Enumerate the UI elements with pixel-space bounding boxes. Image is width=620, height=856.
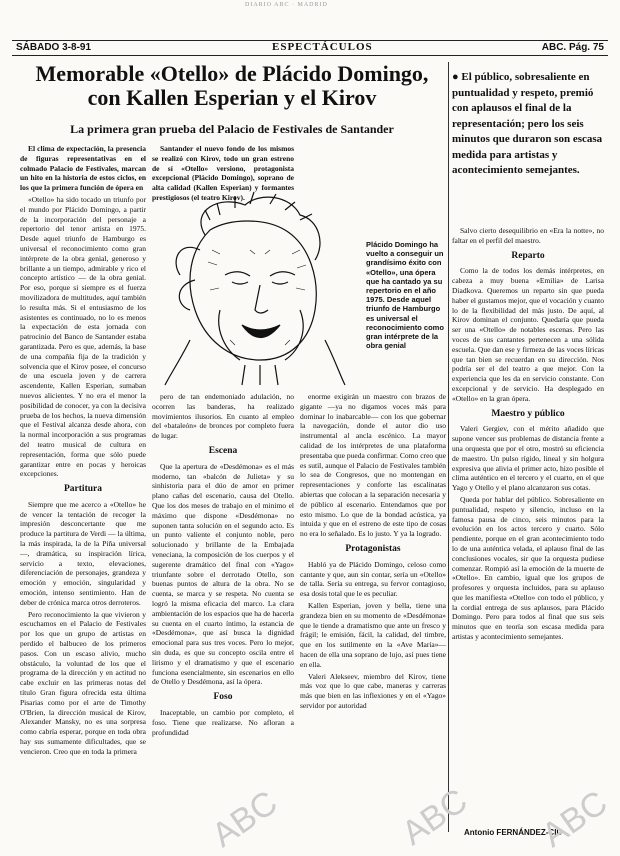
- body-paragraph: Valeri Alekseev, miembro del Kirov, tiene más voz que lo que cabe, maneras y carreras más que bien en las inflexiones y en el «Yago» servidor por autoridad: [300, 671, 446, 710]
- watermark-stamp: ABC: [205, 783, 285, 855]
- section-heading-protagonistas: Protagonistas: [345, 543, 401, 554]
- body-paragraph: Habló ya de Plácido Domingo, celoso como cantante y que, aun sin contar, sería un «Otello» de talla. Sería su entrega, su fervor contagioso, esa dosis total que le es peculiar.: [300, 559, 446, 599]
- column-divider: [448, 62, 449, 832]
- portrait-illustration: [150, 190, 360, 390]
- column-3-top: [298, 144, 444, 188]
- pull-quote-text: El público, sobresaliente en puntualidad y respeto, premió con aplausos el final de la representación; pero los seis minutos que duraron son escasa medida para artistas y acontecimiento semejantes.: [452, 71, 603, 176]
- page-header: [12, 40, 608, 56]
- watermark-stamp: ABC: [395, 781, 475, 853]
- subheadline: La primera gran prueba del Palacio de Festivales de Santander: [70, 122, 394, 136]
- column-3: [300, 392, 446, 832]
- body-paragraph: Salvo cierto desequilibrio en «Era la notte», no faltar en el perfil del maestro.: [452, 226, 604, 245]
- body-paragraph: Inaceptable, un cambio por completo, el foso. Tiene que realizarse. No afloran a profundidad: [152, 707, 294, 737]
- issue-date: SÁBADO 3-8-91: [16, 42, 92, 53]
- section-heading-reparto: Reparto: [511, 250, 545, 261]
- headline: Memorable «Otello» de Plácido Domingo, con Kallen Esperian y el Kirov: [35, 61, 429, 110]
- section-heading-foso: Foso: [213, 692, 233, 703]
- body-paragraph: Como la de todos los demás intérpretes, en cabeza a muy buena «Emilia» de Larisa Diadkova. Queremos un reparto sin que pueda haber el gustamos mejor, que el vocación y cuanto lo de la flexibilidad del más justo. De aquí, al Kirov dominan el conjunto. Quedaría que pueda ser una «Otello» de notables escenas. Pero las voces de sus cantantes pertenecen a una sólida escuela. Que dan ese y firmeza de las voces líricas que tan bien se recuerdan en su dirección. Nos podría ser el del teatro a que mejor. Con la experiencia que les da en servicio constante. Con excepcional y de servicio. Ha desplegado en «Otello» en la gran ópera.: [452, 266, 604, 403]
- body-paragraph: Pero reconocimiento la que vivieron y escuchamos en el Palacio de Festivales por los que un grupo de artistas en perdido el balbuceo de los primeros pasos. Con un escaso alivio, mucho obstáculo, la voluntad de los que el programa de la dirección y en actitud no cabe excluir en las primeras notas del título Gran figura ofrecida esta última Pisarias como por el arte de Timothy O'Brien, la dirección musical de Kirov, Alexander Mansky, no es una sorpresa como cabría esperar, porque en toda obra hay sus sumamente dificultades, que se vencieron. Creo que en toda la primera: [20, 609, 146, 756]
- column-2-top: [152, 144, 294, 202]
- lead-continuation: [298, 144, 444, 154]
- section-heading-maestro: Maestro y público: [491, 408, 565, 419]
- body-paragraph: Queda por hablar del público. Sobresaliente en puntualidad, respeto y silencio, incluso en la famosa pausa de cinco, seis minutos para la evolución en los actos tercero y cuarto. Sólo pendiente, porque en el gran acontecimiento todo lo de una auténtica velada, el aplauso final de las conclusiones vocales, sir que la orquesta pudiese comenzar. Rompió así la emoción de la muerte de «Otello». En cambio, igual que los grupos de profesores y orquesta incluidos, para su aplauso que les manifiesta «Otello» con todo el público, y la cordial entrega de sus aplausos, para Plácido Domingo. Pero para todos al final que sus seis minutos que en teoría son escasa medida para artistas y acontecimiento semejantes.: [452, 494, 604, 642]
- column-2: [152, 392, 294, 832]
- top-strip: DIARIO ABC · MADRID: [245, 2, 328, 8]
- column-1: [20, 144, 146, 830]
- section-heading-escena: Escena: [208, 445, 238, 456]
- photo-caption: Plácido Domingo ha vuelto a conseguir un grandísimo éxito con «Otello», una ópera que ha cantado ya su repertorio en el año 1975. Desde aquel triunfo de Hamburgo es universal el reconocimiento como gran intérprete de la obra genial: [366, 240, 444, 351]
- lead-continuation: Santander el nuevo fondo de los mismos se realizó con Kirov, todo un gran estreno de sí «Otello» versiono, protagonista excepcional (Plácido Domingo), soprano de alta calidad (Kallen Esperian) y formantes prestigiosos (el teatro Kirov).: [152, 144, 294, 202]
- watermark-stamp: ABC: [535, 783, 615, 855]
- page-number: ABC. Pág. 75: [541, 42, 604, 53]
- pull-quote: [452, 70, 612, 179]
- body-paragraph: Kallen Esperian, joven y bella, tiene una grandeza bien en su momento de «Desdémona» que le tiende a dramatismo que ante un fresco y frágil; le emisión, fácil, la calidad, del timbre, que en los sutilmente en la «Ave María»— hacen de ella una soprano de lujo, así pues tiene en ella.: [300, 600, 446, 669]
- body-paragraph: Valeri Gergiev, con el mérito añadido que supone vencer sus problemas de distancia frente a una orquesta que por el otro, mostró su eficiencia de maestro. Un pulso rígido, lineal y sin holgura expresiva que alivia el primer acto, hizo posible el clima auténtico en el tercero y el cuarto, en el que Yago y Otello y el plano alcanzaron sus cotas.: [452, 424, 604, 493]
- section-heading-partitura: Partitura: [64, 484, 102, 495]
- body-paragraph: pero de tan endemoniado adulación, no ocorren las banderas, ha realizado movimientos ilusorios. En cuanto al empleo del «bataleón» de bronces por completo fuera de lugar.: [152, 392, 294, 441]
- column-4: [452, 226, 604, 824]
- body-paragraph: Siempre que me acerco a «Otello» he de vencer la tentación de recoger la impresión desconcertante que me produce la partitura de Verdi — la última, la más inspirada, la de la Piña universal —, dramática, su inspiración lírica, servicio a texto, elevaciones, diferenciación de personajes, grandeza y emoción y emoción, singularidad y emoción, intenso sentimiento. Han de deber de crónica marca otros derroteros.: [20, 499, 146, 607]
- section-title: ESPECTÁCULOS: [272, 41, 373, 53]
- body-paragraph: enorme exigirán un maestro con brazos de gigante —ya no digamos voces más para dominar lo inabarcable— con los que gobernar la navegación, donde el autor dio uso instrumental al ancla escénico. La mayor calidad de los intérpretes de una plataforma presentaba que pueda confirmar. Como creo que es sutil, aunque el Palacio de Festivales también lo sea de Congresos, que no montengan en representaciones y conforte las escalinatas abiertas que colocan a la separación necesaria y de público al escenario. Entendamos que por esto mismo. Lo que de la bondad acústica, ya intuida y que en el estreno de este tipo de cosas no era lo señalado. Es lo justo. Y ya la logrado.: [300, 392, 446, 539]
- author-signature: Antonio FERNÁNDEZ-CID: [464, 828, 563, 837]
- body-paragraph: Que la apertura de «Desdémona» es el más moderno, tan «balcón de Julieta» y su sinhistoria para el dúo de amor en primer plano cañas del escenario, causa del Otello. Que los dos meses de trabajo en el minimo el máximo que dispone «Desdémona» no suponen tanta solución en el segundo acto. Es un punto valiente el conjunto noble, pero solucionado y brillante de la Embajada veneciana, la composición de los cuerpos y el sugerente dramático del final con «Yago» triunfante sobre el derrotado Otello, son buenas puntos de altura de la obra. No se cuenta, se marca y se respeta. No cuenta se logró la misma eficacia del marco. La clara ambientación de los espacios que ha de hacerla su cuenta en el cuarto íntimo, la estancia de «Desdémona», que así busca la dignidad emocional para sus tres voces. Pero lo mejor, sin duda, es que su concepto oscila entre el lirismo y el dramatismo y que el escenario funciona esencialmente, sin escenarios en ello de Otello y Desdémona, así la ópera.: [152, 461, 294, 687]
- body-paragraph: «Otello» ha sido tocado un triunfo por el mundo por Plácido Domingo, a partir de la incorporación del personaje a repertorio del tenor artista en 1975. Desde aquel triunfo de Hamburgo es universal el reconocimiento como gran intérprete de la obra genial, generoso y brillante a un tiempo, admirable y rico el concepto artístico — de la obra genial. Por eso, porque si siempre es el fuerza movilizadora de multitudes, aquí también lo resulta más. Si el entusiasmo de los asistentes es continuado, no lo es menos la expectación de esta jornada con patrocinio del Banco de Santander estaba garantizada. Pero es que, además, la base de una compañía fija de la tradición y solvencia que el Kirov posee, el concurso de una escuela joven y de carrera ascendente, Kallen Esperian, sumaban nuevos alicientes. Y no era el menor la posibilidad de conocer, ya con la decisiva prueba de los hechos, la nueva dimensión que el Festival alcanza desde ahora, con la normal incorporación a sus programas del teatro musical de cultura en representación, forma que sólo puede garantizar entre en pocas y heroicas excepciones.: [20, 194, 146, 479]
- lead-paragraph: El clima de expectación, la presencia de figuras representativas en el colmado Palacio de Festivales, marcan un hito en la historia de estos ciclos, en los que la primera función de ópera en: [20, 144, 146, 193]
- bullet-icon: ●: [452, 71, 462, 83]
